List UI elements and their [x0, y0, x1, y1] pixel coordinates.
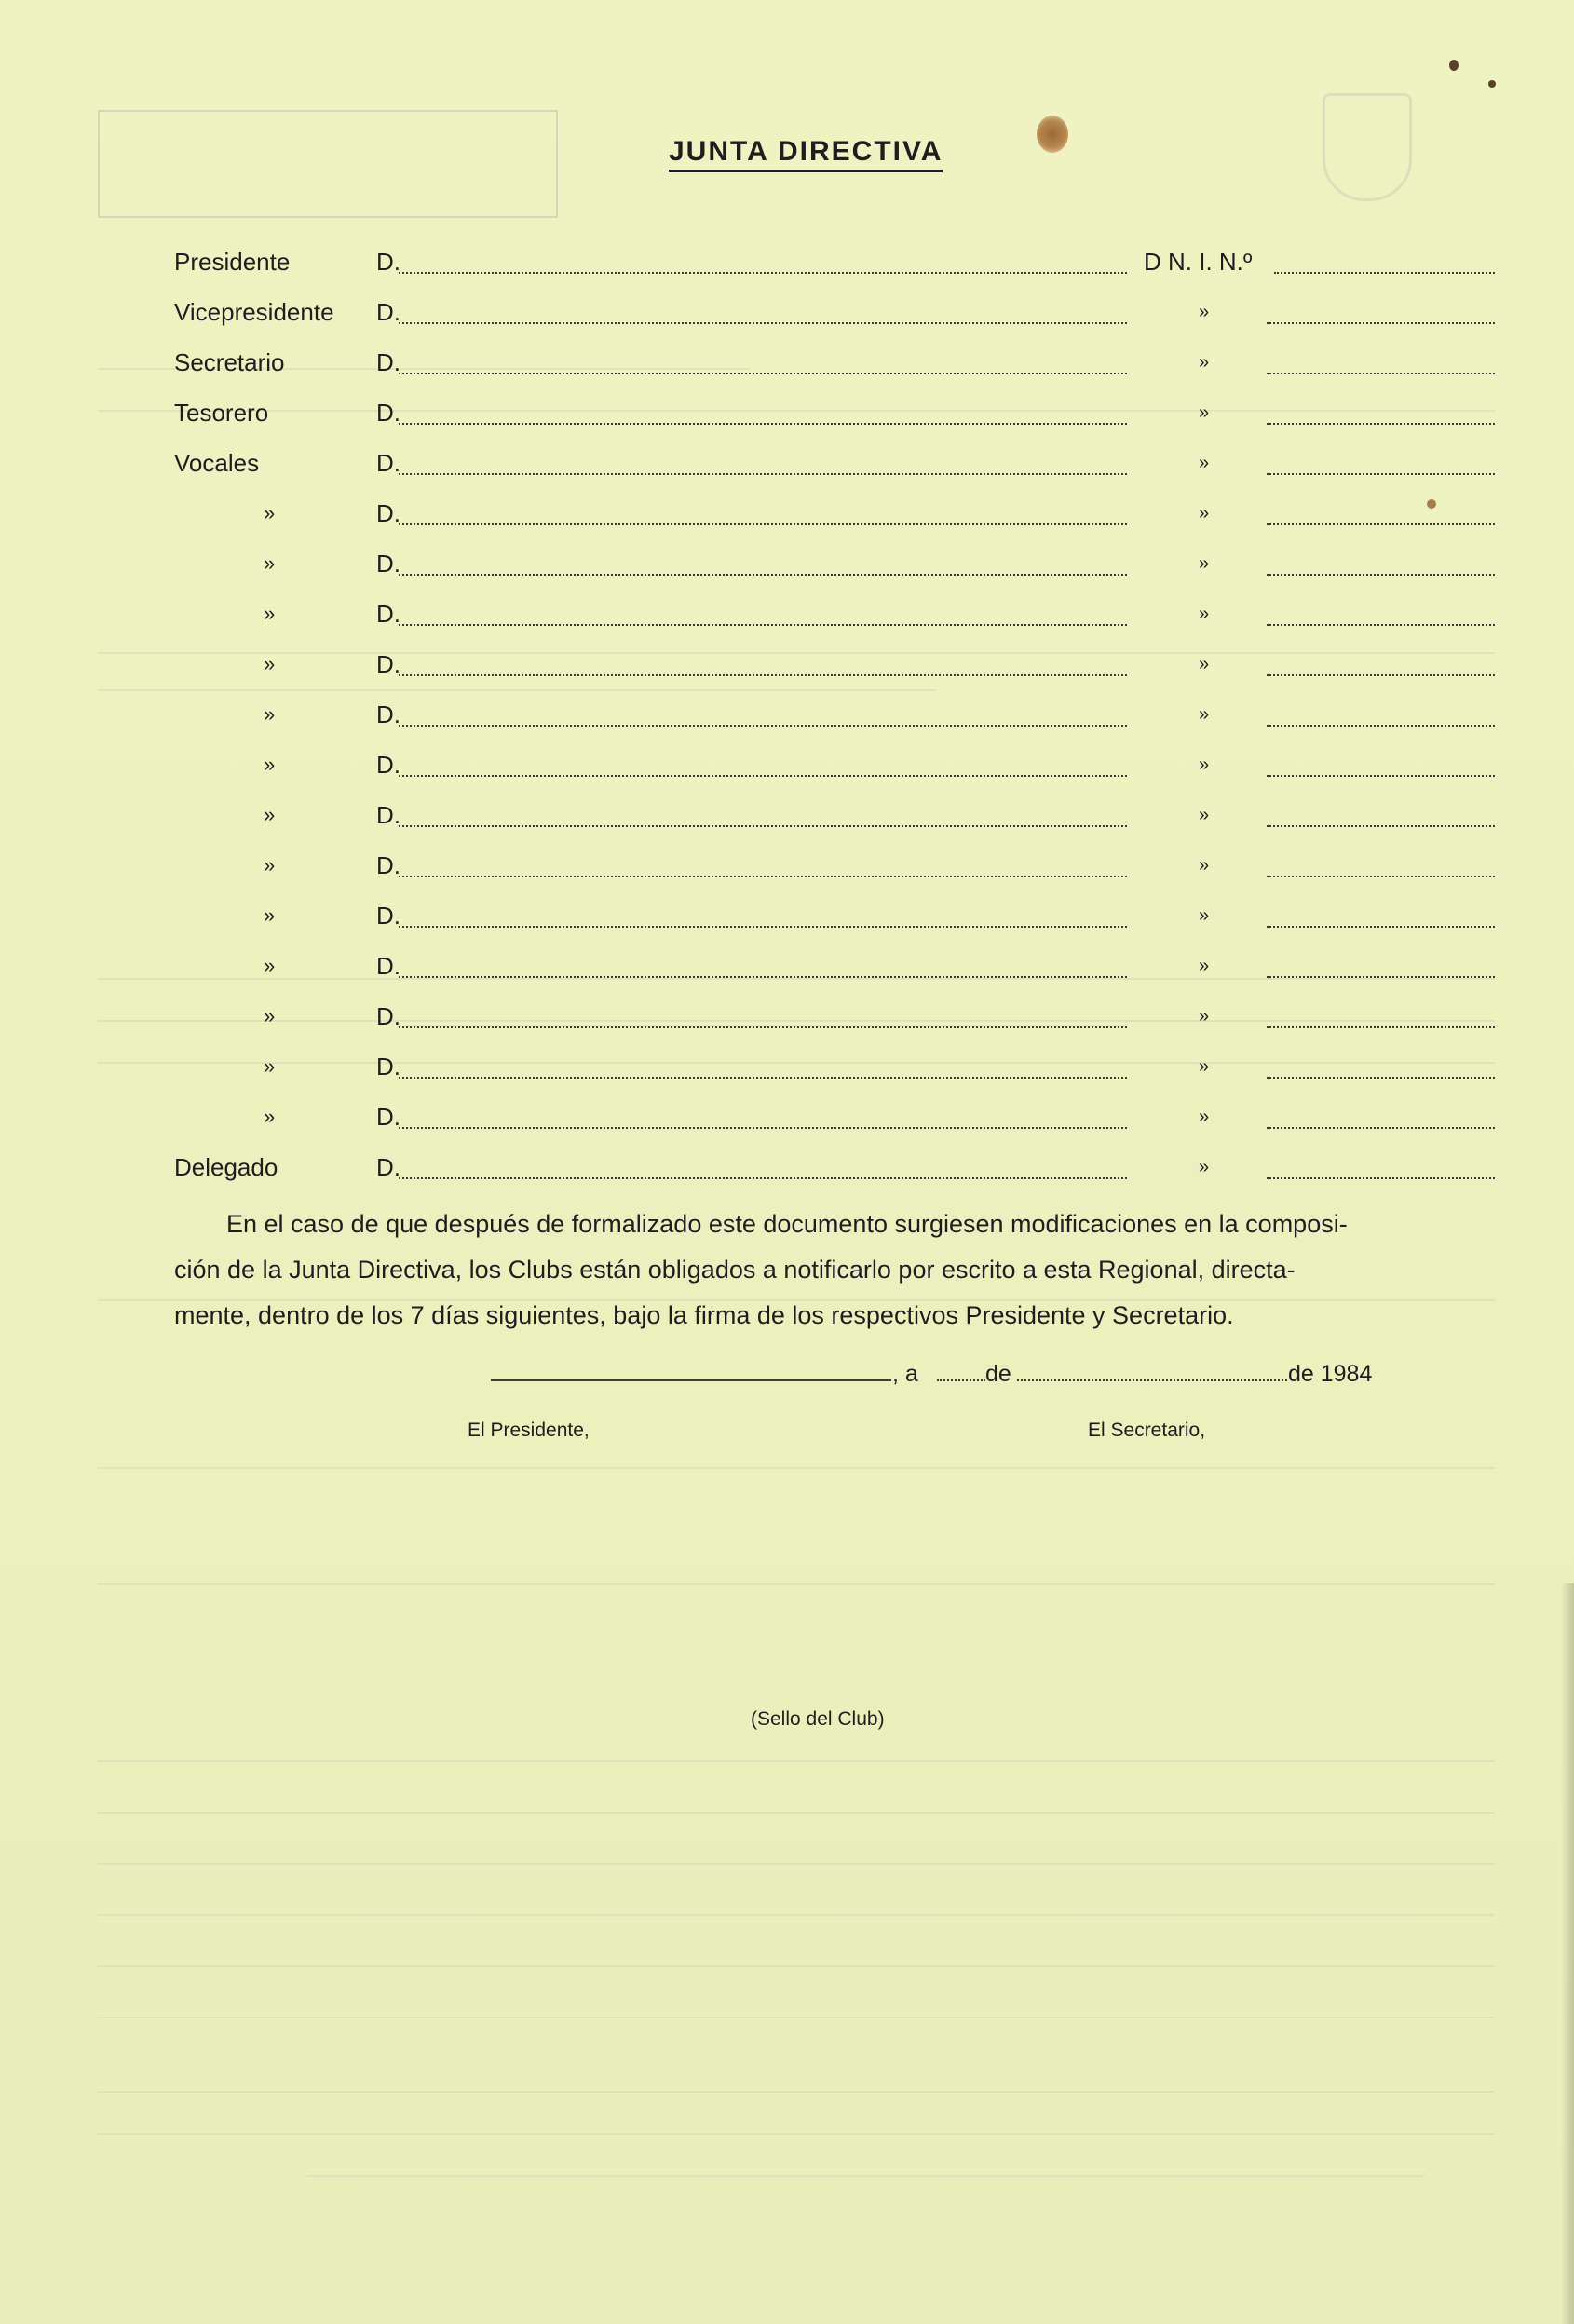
- name-field[interactable]: [399, 1177, 1127, 1179]
- name-field[interactable]: [399, 926, 1127, 928]
- president-signature-label: El Presidente,: [468, 1420, 590, 1441]
- date-year: de 1984: [1288, 1361, 1373, 1387]
- notice-paragraph: [174, 1202, 1497, 1339]
- name-field[interactable]: [399, 725, 1127, 727]
- row-label: Delegado: [174, 1153, 278, 1181]
- dni-field[interactable]: [1267, 574, 1495, 576]
- ditto-mark: »: [1199, 553, 1210, 574]
- ghost-line: [98, 1760, 1495, 1762]
- place-field[interactable]: [491, 1379, 891, 1381]
- ghost-line: [98, 2091, 1495, 2093]
- row-vocal: [0, 696, 1574, 733]
- row-label: »: [264, 1054, 276, 1078]
- ghost-crest-icon: [1323, 93, 1412, 201]
- dni-field[interactable]: [1267, 423, 1495, 425]
- paragraph-line: ción de la Junta Directiva, los Clubs están obligados a notificarlo por escrito a esta Regional, directa-: [174, 1256, 1296, 1284]
- dni-field[interactable]: [1267, 674, 1495, 676]
- ghost-stamp-box: [98, 110, 558, 218]
- row-label: »: [264, 602, 276, 625]
- date-line: [0, 1355, 1574, 1397]
- dni-field[interactable]: [1267, 825, 1495, 827]
- row-vocal: [0, 595, 1574, 632]
- dni-field[interactable]: [1267, 624, 1495, 626]
- row-d-prefix: D.: [376, 801, 400, 829]
- row-d-prefix: D.: [376, 902, 400, 930]
- name-field[interactable]: [399, 574, 1127, 576]
- row-vocal: [0, 545, 1574, 582]
- row-label: »: [264, 853, 276, 877]
- date-comma-a: , a: [892, 1361, 918, 1387]
- row-d-prefix: D.: [376, 600, 400, 628]
- row-label: »: [264, 702, 276, 726]
- row-label: »: [264, 954, 276, 977]
- month-field[interactable]: [1017, 1379, 1287, 1381]
- row-label: Presidente: [174, 248, 291, 276]
- name-field[interactable]: [399, 322, 1127, 324]
- dni-field[interactable]: [1267, 876, 1495, 877]
- row-label: »: [264, 904, 276, 927]
- row-d-prefix: D.: [376, 449, 400, 477]
- name-field[interactable]: [399, 1077, 1127, 1079]
- row-label: »: [264, 1105, 276, 1128]
- row-vicepresident: [0, 293, 1574, 331]
- ditto-mark: »: [1199, 402, 1210, 423]
- paragraph-line: En el caso de que después de formalizado este documento surgiesen modificaciones en la composi-: [226, 1210, 1348, 1238]
- name-field[interactable]: [399, 473, 1127, 475]
- ghost-line: [98, 1583, 1495, 1585]
- row-d-prefix: D.: [376, 499, 400, 527]
- ditto-mark: »: [1199, 905, 1210, 926]
- row-label: Tesorero: [174, 399, 269, 427]
- date-de: de: [985, 1361, 1011, 1387]
- day-field[interactable]: [937, 1379, 985, 1381]
- ghost-line: [98, 1863, 1495, 1865]
- row-president: [0, 243, 1574, 280]
- row-vocal: [0, 1098, 1574, 1135]
- ditto-mark: »: [1199, 604, 1210, 624]
- row-label: »: [264, 753, 276, 776]
- row-vocal: [0, 847, 1574, 884]
- row-label: Vocales: [174, 449, 260, 477]
- name-field[interactable]: [399, 1026, 1127, 1028]
- row-vocal: [0, 796, 1574, 834]
- name-field[interactable]: [399, 825, 1127, 827]
- dni-field[interactable]: [1267, 523, 1495, 525]
- row-vocal: [0, 897, 1574, 934]
- ditto-mark: »: [1199, 352, 1210, 373]
- club-seal-label: (Sello del Club): [751, 1708, 885, 1730]
- name-field[interactable]: [399, 674, 1127, 676]
- ditto-mark: »: [1199, 704, 1210, 725]
- ditto-mark: »: [1199, 805, 1210, 825]
- dni-field[interactable]: [1267, 1177, 1495, 1179]
- row-d-prefix: D.: [376, 298, 400, 326]
- name-field[interactable]: [399, 976, 1127, 978]
- row-d-prefix: D.: [376, 399, 400, 427]
- paper-edge: [1561, 1583, 1574, 2324]
- row-delegate: [0, 1148, 1574, 1186]
- row-vocal: [0, 646, 1574, 683]
- dni-field[interactable]: [1267, 1127, 1495, 1129]
- name-field[interactable]: [399, 624, 1127, 626]
- paragraph-line: mente, dentro de los 7 días siguientes, bajo la firma de los respectivos Presidente y Secretario.: [174, 1301, 1234, 1329]
- name-field[interactable]: [399, 876, 1127, 877]
- ditto-mark: »: [1199, 956, 1210, 976]
- secretary-signature-label: El Secretario,: [1088, 1420, 1206, 1441]
- ghost-line: [98, 1914, 1495, 1916]
- ditto-mark: »: [1199, 1056, 1210, 1077]
- ditto-mark: »: [1199, 855, 1210, 876]
- row-d-prefix: D.: [376, 650, 400, 678]
- stain-mark: [1488, 80, 1496, 88]
- ditto-mark: »: [1199, 1107, 1210, 1127]
- row-vocal: [0, 746, 1574, 783]
- dni-field[interactable]: [1267, 1026, 1495, 1028]
- row-d-prefix: D.: [376, 751, 400, 779]
- row-d-prefix: D.: [376, 952, 400, 980]
- dni-field[interactable]: [1267, 373, 1495, 374]
- ditto-mark: »: [1199, 754, 1210, 775]
- dni-field[interactable]: [1267, 976, 1495, 978]
- ditto-mark: »: [1199, 453, 1210, 473]
- row-label: »: [264, 803, 276, 826]
- ghost-line: [98, 689, 936, 691]
- ditto-mark: »: [1199, 654, 1210, 674]
- ghost-line: [307, 2175, 1425, 2177]
- row-label: Secretario: [174, 348, 285, 376]
- row-vocal: [0, 947, 1574, 985]
- row-d-prefix: D.: [376, 1053, 400, 1080]
- name-field[interactable]: [399, 775, 1127, 777]
- row-label: »: [264, 551, 276, 575]
- ditto-mark: »: [1199, 503, 1210, 523]
- row-secretary: [0, 344, 1574, 381]
- name-field[interactable]: [399, 423, 1127, 425]
- ghost-line: [98, 1467, 1495, 1469]
- name-field[interactable]: [399, 373, 1127, 374]
- ghost-line: [98, 1965, 1495, 1967]
- row-d-prefix: D.: [376, 851, 400, 879]
- row-label: »: [264, 501, 276, 524]
- name-field[interactable]: [399, 1127, 1127, 1129]
- row-vocal: [0, 998, 1574, 1035]
- stain-mark: [1037, 116, 1068, 153]
- ghost-line: [98, 2017, 1495, 2018]
- row-vocal: [0, 495, 1574, 532]
- dni-field[interactable]: [1267, 473, 1495, 475]
- dni-field[interactable]: [1267, 322, 1495, 324]
- ghost-line: [98, 1812, 1495, 1814]
- row-d-prefix: D.: [376, 348, 400, 376]
- row-vocal: [0, 1048, 1574, 1085]
- ditto-mark: »: [1199, 1006, 1210, 1026]
- row-d-prefix: D.: [376, 1153, 400, 1181]
- dni-label: D N. I. N.º: [1144, 248, 1253, 276]
- row-label: Vicepresidente: [174, 298, 334, 326]
- name-field[interactable]: [399, 272, 1127, 274]
- row-d-prefix: D.: [376, 1002, 400, 1030]
- ditto-mark: »: [1199, 302, 1210, 322]
- name-field[interactable]: [399, 523, 1127, 525]
- ditto-mark: »: [1199, 1157, 1210, 1177]
- dni-field[interactable]: [1274, 272, 1495, 274]
- page-title: JUNTA DIRECTIVA: [669, 136, 943, 172]
- row-label: »: [264, 652, 276, 675]
- dni-field[interactable]: [1267, 775, 1495, 777]
- dni-field[interactable]: [1267, 1077, 1495, 1079]
- ghost-line: [98, 2133, 1495, 2135]
- row-d-prefix: D.: [376, 700, 400, 728]
- row-d-prefix: D.: [376, 1103, 400, 1131]
- dni-field[interactable]: [1267, 926, 1495, 928]
- stain-mark: [1449, 60, 1459, 71]
- dni-field[interactable]: [1267, 725, 1495, 727]
- row-d-prefix: D.: [376, 248, 400, 276]
- row-d-prefix: D.: [376, 550, 400, 578]
- row-treasurer: [0, 394, 1574, 431]
- row-vocales: [0, 444, 1574, 482]
- row-label: »: [264, 1004, 276, 1027]
